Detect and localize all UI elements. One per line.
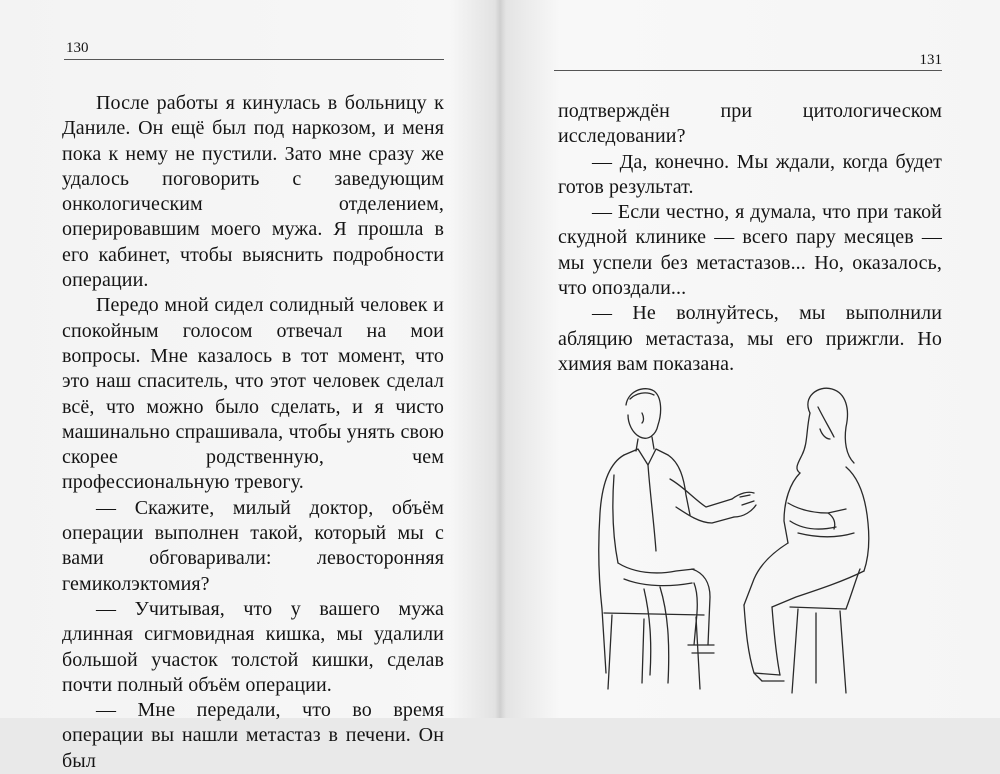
- dialogue-line: — Учитывая, что у вашего мужа длинная сигмовидная кишка, мы удалили большой участок толстой кишки, сделав почти полный объём операции.: [62, 597, 444, 696]
- dialogue-line: — Если честно, я думала, что при такой скудной клинике — всего пару месяцев — мы успели без метастазов... Но, оказалось, что опоздали...: [558, 201, 942, 300]
- paragraph: Передо мной сидел солидный человек и спокойным голосом отвечал на мои вопросы. Мне казалось в тот момент, что это наш спаситель, что этот человек сделал всё, что можно было сделать, и я чисто машинально спрашивала, чтобы унять свою скорее родственную, чем профессиональную тревогу.: [62, 294, 444, 494]
- left-page: [0, 0, 496, 772]
- dialogue-line: — Мне передали, что во время операции вы нашли метастаз в печени. Он был: [62, 699, 444, 772]
- header-rule-right: [554, 70, 942, 71]
- right-page: [504, 0, 1000, 718]
- line-drawing: [584, 383, 874, 695]
- doctor-chair: [604, 613, 704, 689]
- woman-leg: [744, 543, 788, 605]
- dialogue-line: — Не волнуйтесь, мы выполнили абляцию метастаза, мы его прижгли. Но химия вам показана.: [558, 302, 942, 375]
- dialogue-line: — Да, конечно. Мы ждали, когда будет готов результат.: [558, 150, 942, 198]
- paragraph: подтверждён при цитологическом исследовании?: [558, 100, 942, 148]
- dialogue-line: — Скажите, милый доктор, объём операции выполнен такой, который мы с вами обговаривали: левосторонняя гемиколэктомия?: [62, 496, 444, 595]
- right-page-text: [558, 99, 942, 377]
- page-number-left: 130: [66, 40, 89, 56]
- page-number-right: 131: [919, 52, 942, 68]
- doctor-patient-illustration: [584, 383, 874, 695]
- left-page-text: [62, 91, 444, 774]
- doctor-arm: [670, 479, 732, 507]
- header-rule-left: [64, 59, 444, 60]
- paragraph: После работы я кинулась в больницу к Даниле. Он ещё был под наркозом, и меня пока к нему не пустили. Зато мне сразу же удалось поговорить с заведующим онкологическим отделением, оперировавшим моего мужа. Я прошла в его кабинет, чтобы выяснить подробности операции.: [62, 92, 444, 292]
- doctor-head: [626, 389, 661, 439]
- woman-head: [808, 388, 854, 463]
- woman-chair: [790, 607, 846, 693]
